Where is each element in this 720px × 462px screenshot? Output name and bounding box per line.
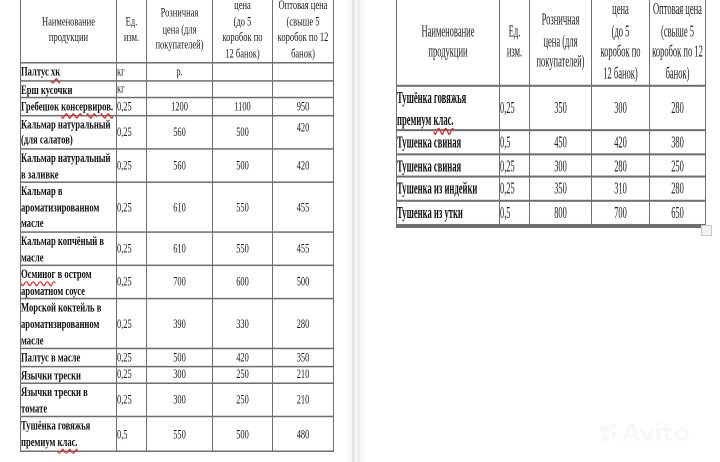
- cell-unit: 0,25: [117, 366, 147, 384]
- header-retail-line2: цена (для: [162, 20, 197, 36]
- cell-product-name: Тушёнка говяжья премиум клас.: [397, 86, 500, 131]
- table-row: [21, 149, 334, 183]
- cell-product-name: Кальмар натуральный в заливке: [21, 149, 117, 183]
- cell-wholesale-over5: 280: [650, 177, 706, 200]
- cell-wholesale-under5: 500: [213, 417, 273, 451]
- cell-wholesale-over5: 210: [273, 384, 334, 418]
- cell-wholesale-under5: 420: [592, 131, 650, 154]
- header-wh12-line4: банок): [665, 61, 690, 82]
- table-body-right: [397, 86, 706, 226]
- table-row: [21, 266, 334, 300]
- cell-retail-price: [147, 80, 213, 98]
- cell-retail-price: 500: [147, 349, 213, 367]
- cell-product-name: Тушенка из индейки: [397, 177, 500, 200]
- cell-retail-price: [530, 224, 592, 226]
- cell-unit: 0,25: [117, 299, 147, 349]
- spellcheck-word: хк: [50, 63, 61, 79]
- header-unit-line2: изм.: [123, 28, 140, 44]
- cell-unit: 0,25: [117, 232, 147, 266]
- cell-product-name: Кальмар копчёный в масле: [21, 232, 117, 266]
- header-wh5-line3: коробок по: [222, 28, 263, 44]
- table-row: [21, 80, 334, 98]
- cell-wholesale-over5: [650, 224, 706, 226]
- table-row: [397, 201, 706, 224]
- cell-wholesale-over5: [273, 63, 334, 81]
- column-header-unit: [500, 0, 530, 86]
- table-row: [397, 131, 706, 154]
- cell-retail-price: 350: [530, 86, 592, 131]
- cell-wholesale-over5: 420: [273, 149, 334, 183]
- cell-retail-price: 800: [530, 201, 592, 224]
- header-retail-line1: Розничная: [160, 4, 199, 21]
- cell-wholesale-over5: 455: [273, 182, 334, 232]
- cell-product-name: Палтус хк: [21, 63, 117, 81]
- cell-product-name: Палтус в масле: [21, 349, 117, 367]
- cell-unit: 0,25: [117, 384, 147, 418]
- cell-wholesale-over5: 250: [650, 154, 706, 177]
- cell-wholesale-under5: 310: [592, 177, 650, 200]
- cell-wholesale-over5: 455: [273, 232, 334, 266]
- cell-wholesale-under5: 300: [592, 86, 650, 131]
- cell-product-name: Осминог в остром ароматном соусе: [21, 266, 117, 300]
- cell-unit: 0,25: [117, 349, 147, 367]
- cell-unit: кг: [117, 63, 147, 81]
- table-header-row: [397, 0, 706, 86]
- header-wh12-line1: Оптовая цена: [278, 0, 328, 13]
- page-gutter-shading: [346, 0, 366, 462]
- cell-unit: 0,25: [500, 154, 530, 177]
- cell-unit: [500, 224, 530, 226]
- cell-retail-price: 390: [147, 299, 213, 349]
- header-wh12-line2: (свыше 5: [286, 12, 320, 29]
- header-wh12-line3: коробок по 12: [277, 28, 329, 44]
- cell-wholesale-under5: 250: [213, 384, 273, 418]
- cell-wholesale-under5: 550: [213, 182, 273, 232]
- column-header-retail-price: [530, 0, 592, 86]
- cell-wholesale-over5: [273, 80, 334, 98]
- table-resize-handle-icon[interactable]: [701, 225, 712, 236]
- table-row: [21, 417, 334, 451]
- table-row: [397, 86, 706, 131]
- cell-product-name: Гребешок консервиров.: [21, 98, 117, 116]
- header-wh5-line3: коробок по: [600, 40, 641, 61]
- cell-retail-price: 610: [147, 182, 213, 232]
- table-body-left: [21, 63, 334, 451]
- table-row: [21, 115, 334, 149]
- header-wh12-line4: банок): [291, 44, 315, 60]
- table-header-left: [21, 0, 334, 63]
- cell-wholesale-over5: 350: [273, 349, 334, 367]
- header-wh5-line2: (до 5: [611, 19, 630, 40]
- price-table-seafood: [20, 0, 334, 451]
- cell-retail-price: 450: [530, 131, 592, 154]
- header-name-line2: продукции: [428, 40, 468, 61]
- cell-wholesale-under5: 550: [213, 232, 273, 266]
- header-name-line1: Наименование: [42, 12, 95, 29]
- cell-wholesale-over5: 480: [273, 417, 334, 451]
- cell-wholesale-over5: 380: [650, 131, 706, 154]
- header-wh5-line1: цена: [234, 0, 251, 13]
- price-table-stewed-meat: [396, 0, 706, 227]
- column-header-name: [397, 0, 500, 86]
- cell-product-name: Язычки трески в томате: [21, 384, 117, 418]
- header-unit-line2: изм.: [506, 40, 523, 61]
- cell-wholesale-under5: 1100: [213, 98, 273, 116]
- table-row: [21, 384, 334, 418]
- header-unit-line1: Ед.: [125, 12, 138, 29]
- cell-product-name: Тушенка из утки: [397, 201, 500, 224]
- header-wh5-line2: (до 5: [233, 12, 252, 29]
- cell-unit: 0,25: [117, 149, 147, 183]
- cell-unit: 0,25: [117, 115, 147, 149]
- cell-product-name: Ерш кусочки: [21, 80, 117, 98]
- cell-retail-price: 700: [147, 266, 213, 300]
- cell-product-name: Язычки трески: [21, 366, 117, 384]
- table-row: [21, 98, 334, 116]
- cell-wholesale-over5: 420: [273, 115, 334, 149]
- cell-wholesale-under5: 280: [592, 154, 650, 177]
- header-retail-line1: Розничная: [541, 8, 580, 29]
- avito-watermark: [600, 421, 689, 445]
- header-name-line2: продукции: [48, 28, 89, 44]
- header-wh12-line1: Оптовая цена: [653, 0, 702, 19]
- avito-logo-icon: [600, 424, 619, 443]
- cell-retail-price: 350: [530, 177, 592, 200]
- header-unit-line1: Ед.: [508, 19, 521, 40]
- cell-product-name: Кальмар натуральный (для салатов): [21, 115, 117, 149]
- cell-unit: 0,5: [500, 201, 530, 224]
- cell-wholesale-over5: 210: [273, 366, 334, 384]
- column-header-wholesale-over5: [650, 0, 706, 86]
- cell-retail-price: 300: [147, 366, 213, 384]
- column-header-wholesale-under5: [592, 0, 650, 86]
- cell-wholesale-under5: [213, 63, 273, 81]
- cell-wholesale-over5: 650: [650, 201, 706, 224]
- cell-wholesale-under5: [213, 80, 273, 98]
- table-row: [21, 232, 334, 266]
- header-retail-line3: покупателей): [536, 50, 585, 72]
- table-row: [21, 63, 334, 81]
- cell-unit: 0,25: [500, 177, 530, 200]
- cell-unit: 0,25: [117, 266, 147, 300]
- cell-wholesale-under5: 420: [213, 349, 273, 367]
- cell-unit: 0,5: [500, 131, 530, 154]
- cell-wholesale-under5: 330: [213, 299, 273, 349]
- cell-product-name: Тушёнка говяжья премиум клас.: [21, 417, 117, 451]
- cell-unit: кг: [117, 80, 147, 98]
- cell-product-name: Кальмар в ароматизированном масле: [21, 182, 117, 232]
- header-wh5-line4: 12 банок): [603, 61, 638, 82]
- cell-product-name: Тушенка свиная: [397, 131, 500, 154]
- table-row: [21, 299, 334, 349]
- table-row: [397, 224, 706, 226]
- spellcheck-word: консервиров.: [61, 98, 114, 114]
- cell-wholesale-under5: 600: [213, 266, 273, 300]
- page-gutter-line-2: [357, 0, 360, 462]
- header-retail-line2: цена (для: [543, 29, 578, 50]
- header-name-line1: Наименование: [421, 19, 475, 40]
- header-wh5-line1: цена: [612, 0, 629, 19]
- table-row: [397, 154, 706, 177]
- cell-wholesale-under5: 500: [213, 115, 273, 149]
- cell-retail-price: 1200: [147, 98, 213, 116]
- cell-retail-price: 610: [147, 232, 213, 266]
- cell-wholesale-under5: 500: [213, 149, 273, 183]
- table-header-row: [21, 0, 334, 63]
- column-header-unit: [117, 0, 147, 63]
- cell-wholesale-under5: [592, 224, 650, 226]
- cell-retail-price: 300: [147, 384, 213, 418]
- table-row: [21, 366, 334, 384]
- table-row: [21, 349, 334, 367]
- column-header-wholesale-under5: [213, 0, 273, 63]
- avito-watermark-label: Avito: [622, 419, 690, 447]
- cell-unit: 0,5: [117, 417, 147, 451]
- cell-wholesale-over5: 280: [650, 86, 706, 131]
- spellcheck-word: клас.: [433, 108, 454, 129]
- spellcheck-word: Осминог: [21, 266, 56, 282]
- cell-unit: 0,25: [117, 182, 147, 232]
- cell-wholesale-over5: 500: [273, 266, 334, 300]
- cell-unit: 0,25: [117, 98, 147, 116]
- table-header-right: [397, 0, 706, 86]
- cell-retail-price: 300: [530, 154, 592, 177]
- cell-retail-price: 560: [147, 149, 213, 183]
- cell-retail-price: 560: [147, 115, 213, 149]
- table-row: [397, 177, 706, 200]
- cell-wholesale-over5: 950: [273, 98, 334, 116]
- column-header-name: [21, 0, 117, 63]
- header-retail-line3: покупателей): [155, 36, 204, 52]
- cell-product-name: Тушенка свиная: [397, 154, 500, 177]
- page-gutter-line-1: [352, 0, 355, 462]
- cell-wholesale-over5: 280: [273, 299, 334, 349]
- cell-unit: 0,25: [500, 86, 530, 131]
- table-row: [21, 182, 334, 232]
- column-header-retail-price: [147, 0, 213, 63]
- cell-retail-price: 550: [147, 417, 213, 451]
- header-wh12-line2: (свыше 5: [660, 19, 695, 40]
- cell-product-name: Морской коктейль в ароматизированном масле: [21, 299, 117, 349]
- spellcheck-word: клас.: [57, 433, 78, 450]
- cell-wholesale-under5: 250: [213, 366, 273, 384]
- cell-retail-price: р.: [147, 63, 213, 81]
- cell-wholesale-under5: 700: [592, 201, 650, 224]
- header-wh5-line4: 12 банок): [225, 44, 260, 60]
- header-wh12-line3: коробок по 12: [652, 40, 703, 61]
- cell-product-name: [397, 224, 500, 226]
- column-header-wholesale-over5: [273, 0, 334, 63]
